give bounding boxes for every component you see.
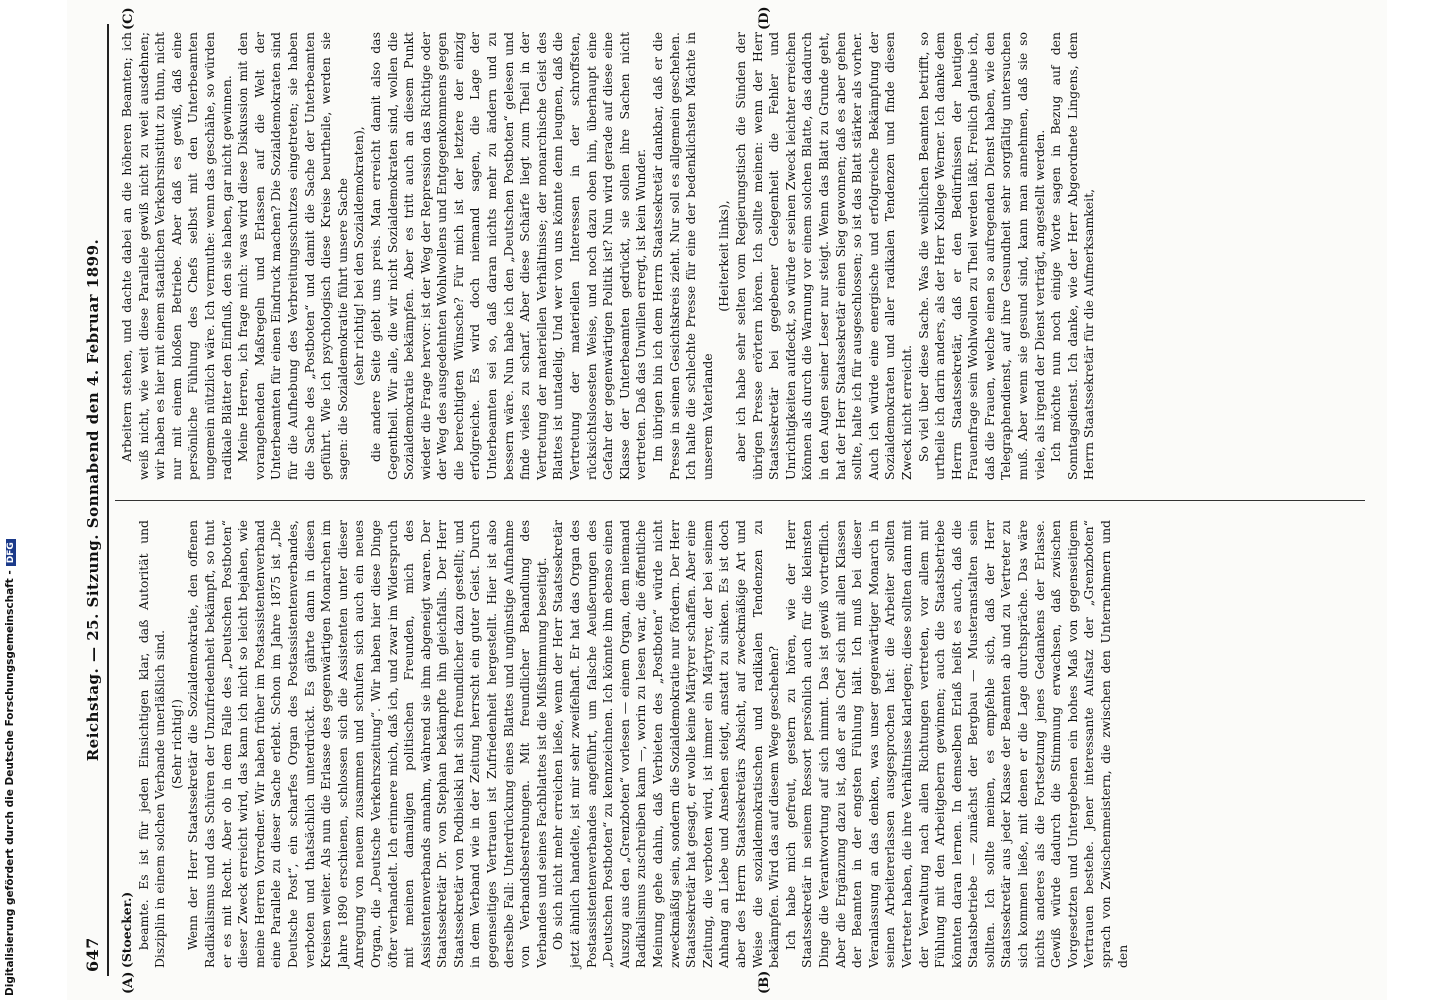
paragraph: beamte. Es ist für jeden Einsichtigen klar, daß Autorität und Disziplin in einem solchen Verbande unerläßlich sind. <box>135 520 168 968</box>
right-column <box>119 32 1098 480</box>
interjection: (Heiterkeit links), <box>716 200 732 312</box>
scanned-page <box>67 0 1387 1000</box>
paragraph: So viel über diese Sache. Was die weiblichen Beamten betrifft, so urtheile ich darin anders, als der Herr Kollege Werner. Ich danke dem Herrn Staatssekretär, daß er den Bedürfnissen der heutigen Frauenfrage sein Wohlwollen zu Theil werden läßt. Freilich glaube ich, daß die Frauen, welche einen so aufregenden Dienst haben, wie den Telegraphendienst, auf ihre Gesundheit sehr sorgfältig untersuchen muß. Aber wenn sie gesund sind, kann man annehmen, daß sie so viele, als irgend der Dienst verträgt, angestellt werden. <box>915 32 1047 480</box>
margin-mark-a: (A) <box>121 971 136 994</box>
paragraph: Ich möchte nun noch einige Worte sagen in Bezug auf den Sonntagsdienst. Ich danke, wie der Herr Abgeordnete Lingens, dem Herrn Staatssekretär für die Aufmerksamkeit, <box>1048 32 1097 480</box>
paragraph: die andere Seite giebt uns preis. Man erreicht damit also das Gegentheil. Wir alle, die wir nicht Sozialdemokraten sind, wollen die Sozialdemokratie bekämpfen. Aber es tritt auch an diesem Punkt wieder die Frage hervor: ist der Weg der Repression das Richtige oder der Weg des ausgedehnten Wohlwollens und Entgegenkommens gegen die berechtigten Wünsche? Für mich ist der letztere der einzig erfolgreiche. Es wird doch niemand sagen, die Lage der Unterbeamten sei so, daß daran nichts mehr zu ändern und zu bessern wäre. Nun habe ich den „Deutschen Postboten“ gelesen und finde vieles zu scharf. Aber diese Schärfe liegt zum Theil in der Vertretung der materiellen Verhältnisse; der monarchische Geist des Blattes ist untadelig. Und wer von uns könnte denn leugnen, daß die Vertretung der materiellen Interessen in der schroffsten, rücksichtslosesten Weise, und noch dazu oben hin, überhaupt eine Gefahr der gegenwärtigen Politik ist? Nun wird gerade auf diese eine Klasse der Unterbeamten gedrückt, sie sollen ihre Sachen nicht vertreten. Daß das Unwillen erregt, ist kein Wunder. <box>367 32 649 480</box>
paragraph: Ob sich nicht mehr erreichen ließe, wenn der Herr Staatssekretär jetzt ähnlich handelte, ist mir sehr zweifelhaft. Er hat das Organ des Postassistentenverbandes angeführt, um falsche Aeußerungen des „Deutschen Postboten“ zu kennzeichnen. Ich könnte ihm ebenso einen Auszug aus den „Grenzboten“ vorlesen — einem Organ, dem niemand Radikalismus zuschreiben kann —, worin zu lesen war, die öffentliche Meinung gehe dahin, daß Verbieten des „Postboten“ würde nicht zweckmäßig sein, sondern die Sozialdemokratie nur fördern. Der Herr Staatssekretär hat gesagt, er wolle keine Märtyrer schaffen. Aber eine Zeitung, die verboten wird, ist immer ein Märtyrer, der bei seinem Anhang an Liebe und Ansehen steigt, anstatt zu sinken. Es ist doch aber des Herrn Staatssekretärs Absicht, auf zweckmäßige Art und Weise die sozialdemokratischen und radikalen Tendenzen zu bekämpfen. Wird das auf diesem Wege geschehen? <box>550 520 782 968</box>
paragraph: Arbeitern stehen, und dachte dabei an die höheren Beamten; ich weiß nicht, wie weit diese Parallele gewiß nicht zu weit ausdehnen; wir haben es hier mit einem staatlichen Verkehrsinstitut zu thun, nicht nur mit einem bloßen Betriebe. Aber daß es gewiß, daß eine persönliche Fühlung des Chefs selbst mit den Unterbeamten ungemein nützlich wäre. Ich vermuthe: wenn das geschähe, so würden radikale Blätter den Einfluß, den sie haben, gar nicht gewinnen. <box>119 32 234 480</box>
paragraph: Wenn der Herr Staatssekretär die Sozialdemokratie, den offenen Radikalismus und das Schüren der Unzufriedenheit bekämpft, so thut er es mit Recht. Aber ob in dem Falle des „Deutschen Postboten“ dieser Zweck erreicht wird, das kann ich nicht so leicht bejahen, wie meine Herren Vorredner. Wir haben früher im Postassistentenverband eine Parallele zu dieser Sache erlebt. Schon im Jahre 1875 ist „Die Deutsche Post“, ein scharfes Organ des Postassistentenverbandes, verboten und thatsächlich unterdrückt. Es gährte dann in diesen Kreisen weiter. Als nun die Erlasse des gegenwärtigen Monarchen im Jahre 1890 erschienen, schlossen sich die Assistenten unter dieser Anregung von neuem zusammen und schufen sich auch ein neues Organ, die „Deutsche Verkehrszeitung“. Wir haben hier diese Dinge öfter verhandelt. Ich erinnere mich, daß ich, und zwar im Widerspruch mit meinen damaligen politischen Freunden, mich des Assistentenverbands annahm, während sie ihm abgeneigt waren. Der Staatssekretär Dr. von Stephan bekämpfte ihn gleichfalls. Der Herr Staatssekretär von Podbielski hat sich freundlicher dazu gestellt; und in dem Verband wie in der Zeitung herrscht ein guter Geist. Durch gegenseitiges Vertrauen ist Zufriedenheit hergestellt. Hier ist also derselbe Fall: Unterdrückung eines Blattes und ungünstige Aufnahme von Verbandsbestrebungen. Mit freundlicher Behandlung des Verbandes und seines Fachblattes ist die Mißstimmung beseitigt. <box>185 520 549 968</box>
page-header <box>81 24 109 976</box>
interjection: (Sehr richtig!) <box>168 699 184 789</box>
margin-mark-c: (C) <box>121 7 136 30</box>
paragraph: Meine Herren, ich frage mich: was wird diese Diskussion mit den vorangehenden Maßregeln und Erlassen auf die Welt der Unterbeamten für einen Eindruck machen? Die Sozialdemokraten sind für die Aufhebung des Verbreitungsschutzes eingetreten; sie haben die Sache des „Postboten“ und damit die Sache der Unterbeamten geführt. Wie ich psychologisch diese Kreise beurtheile, werden sie sagen: die Sozialdemokratie führt unsere Sache <box>235 32 350 480</box>
dfg-logo: DFG <box>6 539 16 566</box>
paragraph: aber ich habe sehr selten vom Regierungstisch die Sünden der übrigen Presse erörtern hören. Ich sollte meinen: wenn der Herr Staatssekretär bei gegebener Gelegenheit die Fehler und Unrichtigkeiten aufdeckt, so würde er seinen Zweck leichter erreichen können als durch die Warnung vor einem solchen Blatte, das dadurch in den Augen seiner Leser nur steigt. Wenn das Blatt zu Grunde geht, hat der Herr Staatssekretär einen Sieg gewonnen; daß es aber gehen sollte, halte ich für ausgeschlossen; so ist das Blatt stärker als vorher. Auch ich würde eine energische und erfolgreiche Bekämpfung der Sozialdemokraten und aller radikalen Tendenzen und finde diesen Zweck nicht erreicht. <box>732 32 914 480</box>
paragraph: Im übrigen bin ich dem Herrn Staatssekretär dankbar, daß er die Presse in seinen Gesichtskreis zieht. Nur soll es allgemein geschehen. Ich halte die schlechte Presse für eine der bedenklichsten Mächte in unserem Vaterlande <box>650 32 715 480</box>
page-number: 647 <box>83 937 102 972</box>
page-title: Reichstag. — 25. Sitzung. Sonnabend den 4. Februar 1899. <box>84 238 102 762</box>
column-divider <box>115 500 1365 501</box>
interjection: (sehr richtig! bei den Sozialdemokraten), <box>351 126 367 386</box>
left-column <box>119 520 1131 968</box>
margin-mark-d: (D) <box>757 6 772 30</box>
speaker-name: (Stoecker.) <box>119 891 134 968</box>
margin-mark-b: (B) <box>757 970 772 994</box>
credit-text: Digitalisierung gefördert durch die Deutsche Forschungsgemeinschaft - <box>4 570 16 996</box>
digitization-credit <box>4 0 18 996</box>
paragraph: Ich habe mich gefreut, gestern zu hören, wie der Herr Staatssekretär in seinem Ressort persönlich auch für die kleinsten Dinge die Verantwortung auf sich nimmt. Das ist gewiß vortrefflich. Aber die Ergänzung dazu ist, daß er als Chef sich mit allen Klassen der Beamten in der engsten Fühlung hält. Ich muß bei dieser Veranlassung an das denken, was unser gegenwärtiger Monarch in seinen Arbeitererlassen ausgesprochen hat: die Arbeiter sollten Vertreter haben, die ihre Verhältnisse klarlegen; diese sollten dann mit der Verwaltung nach allen Richtungen vertreten, vor allem mit Fühlung mit den Arbeitgebern gewinnen; auch die Staatsbetriebe könnten daran lernen. In demselben Erlaß heißt es auch, daß die Staatsbetriebe — zunächst der Bergbau — Musteranstalten sein sollten. Ich sollte meinen, es empfehle sich, daß der Herr Staatssekretär aus jeder Klasse der Beamten ab und zu Vertreter zu sich kommen ließe, mit denen er die Lage durchspräche. Das wäre nichts anderes als die Fortsetzung jenes Gedankens der Erlasse. Gewiß würde dadurch die Stimmung erwachsen, daß zwischen Vorgesetzten und Untergebenen ein hohes Maß von gegenseitigem Vertrauen bestehe. Jener interessante Aufsatz der „Grenzboten“ sprach von Zwischenmeistern, die zwischen den Unternehmern und den <box>782 520 1130 968</box>
